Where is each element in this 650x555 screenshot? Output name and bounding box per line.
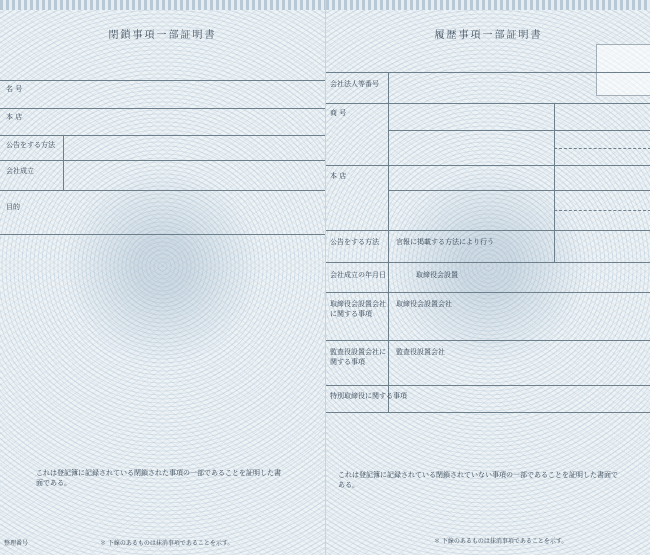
label-notice: 公告をする方法 — [330, 238, 379, 246]
left-footer-legend: ＊ 下線のあるものは抹消事項であることを示す。 — [100, 540, 234, 547]
right-footer-note: これは登記簿に記録されている閉鎖されていない事項の一部であることを証明した書面である。 — [338, 471, 618, 489]
right-sheet-title: 履歴事項一部証明書 — [434, 30, 543, 41]
row-divider — [326, 385, 650, 386]
value-auditor: 監査役設置会社 — [396, 348, 445, 356]
row-divider — [326, 262, 650, 263]
row-divider — [326, 340, 650, 341]
label-auditor: 監査役設置会社に関する事項 — [330, 348, 386, 366]
label-corp-number: 会社法人等番号 — [330, 80, 379, 88]
label-office: 本 店 — [6, 113, 23, 121]
row-divider — [0, 190, 325, 191]
seal-patch — [596, 44, 650, 96]
right-footer-legend: ＊ 下線のあるものは抹消事項であることを示す。 — [434, 538, 568, 545]
guilloche-border — [326, 0, 650, 10]
label-purpose: 目的 — [6, 203, 20, 211]
row-divider — [326, 292, 650, 293]
left-sheet-title: 閉鎖事項一部証明書 — [108, 30, 217, 41]
strikeout-line — [554, 210, 650, 211]
label-column-divider — [388, 72, 389, 412]
row-divider — [326, 230, 650, 231]
column-divider — [554, 103, 555, 165]
row-divider — [0, 135, 325, 136]
row-divider — [388, 130, 650, 131]
row-divider — [0, 80, 325, 81]
column-divider — [63, 135, 64, 190]
guilloche-border — [0, 0, 325, 10]
left-footer-note: これは登記簿に記録されている閉鎖された事項の一部であることを証明した書面である。 — [36, 469, 281, 487]
label-established: 会社成立 — [6, 167, 34, 175]
row-divider — [0, 234, 325, 235]
label-name: 名 号 — [6, 85, 23, 93]
label-special: 特別取締役に関する事項 — [330, 392, 407, 400]
value-notice: 官報に掲載する方法により行う — [396, 238, 494, 246]
left-footer-reference: 整理番号 — [4, 540, 29, 547]
row-divider — [0, 108, 325, 109]
row-divider — [326, 72, 650, 73]
label-board: 取締役会設置会社に関する事項 — [330, 300, 386, 318]
row-divider — [326, 165, 650, 166]
row-divider — [0, 160, 325, 161]
value-board: 取締役会設置会社 — [396, 300, 452, 308]
row-divider — [326, 103, 650, 104]
label-office: 本 店 — [330, 172, 347, 180]
label-name: 商 号 — [330, 109, 347, 117]
label-notice: 公告をする方法 — [6, 141, 55, 149]
column-divider — [554, 230, 555, 262]
row-divider — [326, 412, 650, 413]
column-divider — [554, 165, 555, 230]
value-established: 取締役会設置 — [416, 271, 458, 279]
strikeout-line — [554, 148, 650, 149]
right-certificate-sheet — [325, 0, 650, 555]
row-divider — [388, 190, 650, 191]
label-established: 会社成立の年月日 — [330, 271, 386, 279]
